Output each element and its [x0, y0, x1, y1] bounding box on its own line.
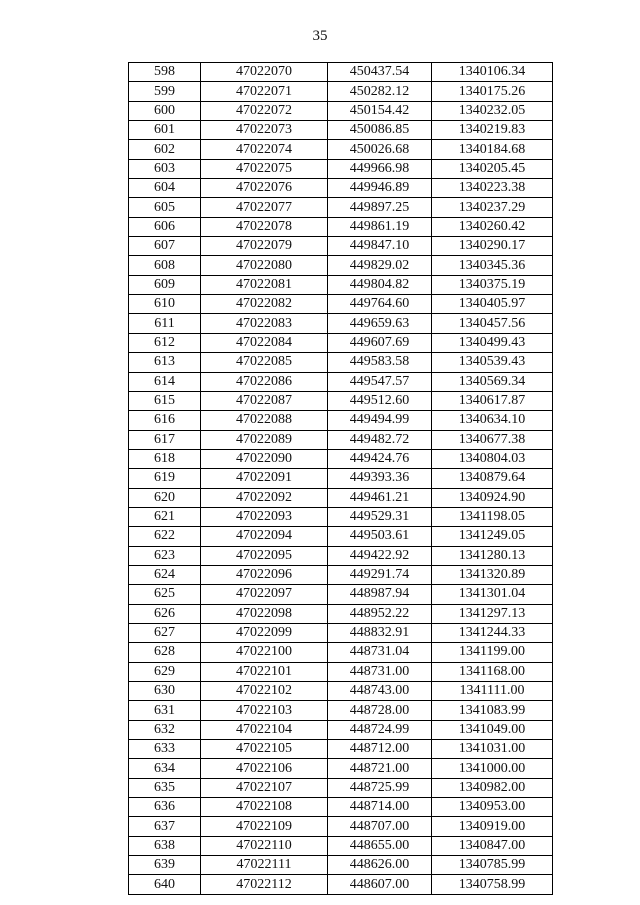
table-row: [129, 817, 553, 836]
point-number-cell: 630: [129, 682, 201, 701]
point-number-cell: 601: [129, 121, 201, 140]
point-number-cell: 608: [129, 256, 201, 275]
x-coordinate-cell: 449503.61: [328, 527, 432, 546]
x-coordinate-cell: 449861.19: [328, 217, 432, 236]
y-coordinate-cell: 1340924.90: [432, 488, 553, 507]
x-coordinate-cell: 448832.91: [328, 623, 432, 642]
x-coordinate-cell: 448714.00: [328, 798, 432, 817]
point-number-cell: 621: [129, 507, 201, 526]
x-coordinate-cell: 450437.54: [328, 63, 432, 82]
point-id-cell: 47022088: [201, 411, 328, 430]
point-id-cell: 47022081: [201, 275, 328, 294]
point-number-cell: 607: [129, 237, 201, 256]
point-id-cell: 47022076: [201, 179, 328, 198]
point-number-cell: 633: [129, 740, 201, 759]
table-row: [129, 333, 553, 352]
point-id-cell: 47022089: [201, 430, 328, 449]
y-coordinate-cell: 1341083.99: [432, 701, 553, 720]
point-number-cell: 637: [129, 817, 201, 836]
y-coordinate-cell: 1340106.34: [432, 63, 553, 82]
y-coordinate-cell: 1340205.45: [432, 159, 553, 178]
x-coordinate-cell: 449291.74: [328, 565, 432, 584]
table-row: [129, 159, 553, 178]
point-id-cell: 47022075: [201, 159, 328, 178]
table-row: [129, 198, 553, 217]
point-number-cell: 606: [129, 217, 201, 236]
point-number-cell: 626: [129, 604, 201, 623]
y-coordinate-cell: 1340457.56: [432, 314, 553, 333]
x-coordinate-cell: 449897.25: [328, 198, 432, 217]
y-coordinate-cell: 1340569.34: [432, 372, 553, 391]
coordinates-table-body: [129, 63, 553, 895]
x-coordinate-cell: 448655.00: [328, 836, 432, 855]
y-coordinate-cell: 1341301.04: [432, 585, 553, 604]
table-row: [129, 217, 553, 236]
table-row: [129, 449, 553, 468]
y-coordinate-cell: 1341049.00: [432, 720, 553, 739]
x-coordinate-cell: 448707.00: [328, 817, 432, 836]
point-id-cell: 47022112: [201, 875, 328, 894]
y-coordinate-cell: 1340919.00: [432, 817, 553, 836]
point-id-cell: 47022087: [201, 391, 328, 410]
table-row: [129, 372, 553, 391]
table-row: [129, 179, 553, 198]
y-coordinate-cell: 1340539.43: [432, 353, 553, 372]
table-row: [129, 353, 553, 372]
x-coordinate-cell: 448724.99: [328, 720, 432, 739]
y-coordinate-cell: 1341244.33: [432, 623, 553, 642]
point-number-cell: 613: [129, 353, 201, 372]
point-number-cell: 632: [129, 720, 201, 739]
point-id-cell: 47022110: [201, 836, 328, 855]
y-coordinate-cell: 1340232.05: [432, 101, 553, 120]
y-coordinate-cell: 1341111.00: [432, 682, 553, 701]
table-row: [129, 875, 553, 894]
y-coordinate-cell: 1341297.13: [432, 604, 553, 623]
table-row: [129, 856, 553, 875]
point-id-cell: 47022077: [201, 198, 328, 217]
point-id-cell: 47022079: [201, 237, 328, 256]
point-number-cell: 635: [129, 778, 201, 797]
x-coordinate-cell: 449422.92: [328, 546, 432, 565]
table-row: [129, 507, 553, 526]
table-row: [129, 759, 553, 778]
table-row: [129, 391, 553, 410]
table-row: [129, 643, 553, 662]
point-number-cell: 602: [129, 140, 201, 159]
table-row: [129, 740, 553, 759]
table-row: [129, 430, 553, 449]
point-id-cell: 47022086: [201, 372, 328, 391]
table-row: [129, 256, 553, 275]
table-row: [129, 682, 553, 701]
point-id-cell: 47022073: [201, 121, 328, 140]
x-coordinate-cell: 449607.69: [328, 333, 432, 352]
x-coordinate-cell: 449583.58: [328, 353, 432, 372]
y-coordinate-cell: 1340219.83: [432, 121, 553, 140]
point-number-cell: 604: [129, 179, 201, 198]
y-coordinate-cell: 1340879.64: [432, 469, 553, 488]
point-number-cell: 611: [129, 314, 201, 333]
point-number-cell: 615: [129, 391, 201, 410]
point-number-cell: 631: [129, 701, 201, 720]
point-id-cell: 47022111: [201, 856, 328, 875]
point-number-cell: 629: [129, 662, 201, 681]
point-number-cell: 625: [129, 585, 201, 604]
point-id-cell: 47022090: [201, 449, 328, 468]
point-id-cell: 47022072: [201, 101, 328, 120]
table-row: [129, 275, 553, 294]
x-coordinate-cell: 448731.04: [328, 643, 432, 662]
x-coordinate-cell: 449764.60: [328, 295, 432, 314]
table-row: [129, 546, 553, 565]
y-coordinate-cell: 1340345.36: [432, 256, 553, 275]
point-id-cell: 47022085: [201, 353, 328, 372]
x-coordinate-cell: 449512.60: [328, 391, 432, 410]
table-row: [129, 565, 553, 584]
table-row: [129, 82, 553, 101]
x-coordinate-cell: 449424.76: [328, 449, 432, 468]
point-number-cell: 619: [129, 469, 201, 488]
point-number-cell: 610: [129, 295, 201, 314]
y-coordinate-cell: 1340237.29: [432, 198, 553, 217]
point-number-cell: 639: [129, 856, 201, 875]
point-id-cell: 47022098: [201, 604, 328, 623]
x-coordinate-cell: 448725.99: [328, 778, 432, 797]
y-coordinate-cell: 1341199.00: [432, 643, 553, 662]
table-row: [129, 295, 553, 314]
x-coordinate-cell: 449847.10: [328, 237, 432, 256]
point-number-cell: 620: [129, 488, 201, 507]
x-coordinate-cell: 449461.21: [328, 488, 432, 507]
x-coordinate-cell: 448607.00: [328, 875, 432, 894]
point-id-cell: 47022070: [201, 63, 328, 82]
x-coordinate-cell: 448728.00: [328, 701, 432, 720]
point-number-cell: 617: [129, 430, 201, 449]
point-number-cell: 603: [129, 159, 201, 178]
y-coordinate-cell: 1340758.99: [432, 875, 553, 894]
point-id-cell: 47022096: [201, 565, 328, 584]
point-number-cell: 638: [129, 836, 201, 855]
x-coordinate-cell: 448721.00: [328, 759, 432, 778]
point-number-cell: 599: [129, 82, 201, 101]
y-coordinate-cell: 1340405.97: [432, 295, 553, 314]
point-number-cell: 614: [129, 372, 201, 391]
table-row: [129, 314, 553, 333]
point-id-cell: 47022095: [201, 546, 328, 565]
table-row: [129, 836, 553, 855]
point-number-cell: 622: [129, 527, 201, 546]
x-coordinate-cell: 448952.22: [328, 604, 432, 623]
table-row: [129, 701, 553, 720]
point-number-cell: 600: [129, 101, 201, 120]
y-coordinate-cell: 1340804.03: [432, 449, 553, 468]
y-coordinate-cell: 1341031.00: [432, 740, 553, 759]
table-row: [129, 121, 553, 140]
point-number-cell: 640: [129, 875, 201, 894]
y-coordinate-cell: 1340677.38: [432, 430, 553, 449]
coordinates-table: [128, 62, 553, 895]
point-number-cell: 628: [129, 643, 201, 662]
point-id-cell: 47022108: [201, 798, 328, 817]
x-coordinate-cell: 448712.00: [328, 740, 432, 759]
x-coordinate-cell: 450282.12: [328, 82, 432, 101]
x-coordinate-cell: 450086.85: [328, 121, 432, 140]
point-id-cell: 47022101: [201, 662, 328, 681]
table-row: [129, 488, 553, 507]
point-number-cell: 634: [129, 759, 201, 778]
y-coordinate-cell: 1340375.19: [432, 275, 553, 294]
x-coordinate-cell: 449659.63: [328, 314, 432, 333]
x-coordinate-cell: 449547.57: [328, 372, 432, 391]
point-id-cell: 47022107: [201, 778, 328, 797]
point-number-cell: 623: [129, 546, 201, 565]
point-id-cell: 47022074: [201, 140, 328, 159]
table-row: [129, 604, 553, 623]
point-id-cell: 47022099: [201, 623, 328, 642]
table-row: [129, 237, 553, 256]
table-row: [129, 469, 553, 488]
point-id-cell: 47022091: [201, 469, 328, 488]
y-coordinate-cell: 1341198.05: [432, 507, 553, 526]
point-id-cell: 47022103: [201, 701, 328, 720]
x-coordinate-cell: 449482.72: [328, 430, 432, 449]
x-coordinate-cell: 449829.02: [328, 256, 432, 275]
x-coordinate-cell: 450154.42: [328, 101, 432, 120]
table-row: [129, 720, 553, 739]
y-coordinate-cell: 1341000.00: [432, 759, 553, 778]
table-row: [129, 63, 553, 82]
table-row: [129, 662, 553, 681]
point-id-cell: 47022104: [201, 720, 328, 739]
x-coordinate-cell: 449804.82: [328, 275, 432, 294]
y-coordinate-cell: 1340634.10: [432, 411, 553, 430]
y-coordinate-cell: 1340223.38: [432, 179, 553, 198]
point-id-cell: 47022097: [201, 585, 328, 604]
point-id-cell: 47022083: [201, 314, 328, 333]
x-coordinate-cell: 449393.36: [328, 469, 432, 488]
y-coordinate-cell: 1340290.17: [432, 237, 553, 256]
point-number-cell: 605: [129, 198, 201, 217]
point-id-cell: 47022080: [201, 256, 328, 275]
table-row: [129, 411, 553, 430]
x-coordinate-cell: 448731.00: [328, 662, 432, 681]
point-id-cell: 47022082: [201, 295, 328, 314]
point-number-cell: 616: [129, 411, 201, 430]
point-id-cell: 47022092: [201, 488, 328, 507]
point-number-cell: 612: [129, 333, 201, 352]
y-coordinate-cell: 1340982.00: [432, 778, 553, 797]
y-coordinate-cell: 1340953.00: [432, 798, 553, 817]
point-id-cell: 47022100: [201, 643, 328, 662]
point-id-cell: 47022071: [201, 82, 328, 101]
point-id-cell: 47022078: [201, 217, 328, 236]
point-id-cell: 47022106: [201, 759, 328, 778]
y-coordinate-cell: 1340499.43: [432, 333, 553, 352]
table-row: [129, 798, 553, 817]
x-coordinate-cell: 449529.31: [328, 507, 432, 526]
point-id-cell: 47022094: [201, 527, 328, 546]
table-row: [129, 527, 553, 546]
point-id-cell: 47022105: [201, 740, 328, 759]
x-coordinate-cell: 448626.00: [328, 856, 432, 875]
table-row: [129, 101, 553, 120]
x-coordinate-cell: 450026.68: [328, 140, 432, 159]
x-coordinate-cell: 449494.99: [328, 411, 432, 430]
y-coordinate-cell: 1340184.68: [432, 140, 553, 159]
point-id-cell: 47022093: [201, 507, 328, 526]
y-coordinate-cell: 1341249.05: [432, 527, 553, 546]
point-number-cell: 636: [129, 798, 201, 817]
point-number-cell: 598: [129, 63, 201, 82]
point-id-cell: 47022109: [201, 817, 328, 836]
y-coordinate-cell: 1340260.42: [432, 217, 553, 236]
point-number-cell: 624: [129, 565, 201, 584]
page-number: 35: [312, 28, 328, 44]
x-coordinate-cell: 449966.98: [328, 159, 432, 178]
x-coordinate-cell: 448743.00: [328, 682, 432, 701]
table-row: [129, 140, 553, 159]
point-number-cell: 627: [129, 623, 201, 642]
point-number-cell: 609: [129, 275, 201, 294]
x-coordinate-cell: 449946.89: [328, 179, 432, 198]
table-row: [129, 585, 553, 604]
point-id-cell: 47022084: [201, 333, 328, 352]
y-coordinate-cell: 1340175.26: [432, 82, 553, 101]
point-number-cell: 618: [129, 449, 201, 468]
x-coordinate-cell: 448987.94: [328, 585, 432, 604]
y-coordinate-cell: 1340847.00: [432, 836, 553, 855]
y-coordinate-cell: 1340617.87: [432, 391, 553, 410]
y-coordinate-cell: 1341168.00: [432, 662, 553, 681]
table-row: [129, 778, 553, 797]
point-id-cell: 47022102: [201, 682, 328, 701]
y-coordinate-cell: 1340785.99: [432, 856, 553, 875]
y-coordinate-cell: 1341320.89: [432, 565, 553, 584]
y-coordinate-cell: 1341280.13: [432, 546, 553, 565]
table-row: [129, 623, 553, 642]
